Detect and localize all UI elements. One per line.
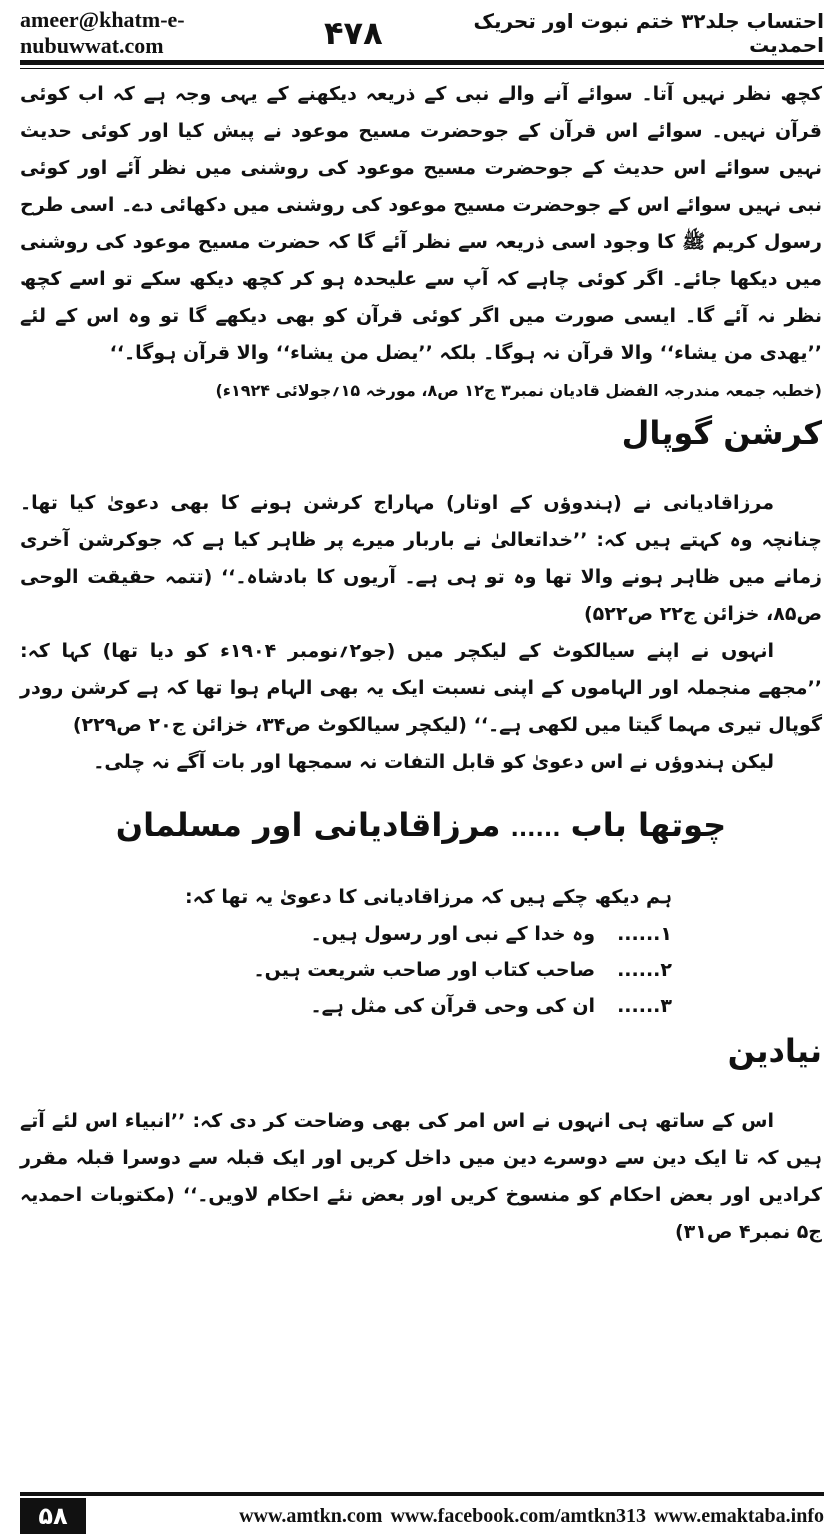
header-book-title: احتساب جلد۳۲ ختم نبوت اور تحریک احمدیت: [473, 9, 824, 57]
footer-link-amtkn[interactable]: www.amtkn.com: [239, 1504, 383, 1527]
footer-links: [100, 1498, 824, 1534]
header-page-number: ۴۷۸: [324, 14, 383, 52]
chapter-title-dots: ......: [510, 816, 561, 842]
footer-link-facebook[interactable]: www.facebook.com/amtkn313: [390, 1504, 646, 1527]
list-item-number: ۱......: [617, 922, 672, 945]
chapter-title: [20, 797, 822, 858]
list-item: [20, 988, 672, 1024]
section-heading-krishan-gopal: کرشن گوپال: [621, 414, 822, 452]
section-heading-naya-deen: نیادین: [727, 1031, 822, 1070]
list-item-number: ۲......: [617, 958, 672, 981]
paragraph-5: اس کے ساتھ ہی انہوں نے اس امر کی بھی وضاحت کر دی کہ: ’’انبیاء اس لئے آتے ہیں کہ تا ایک دین سے دوسرے دین میں داخل کریں اور ایک قبلہ سے دوسرا قبلہ مقرر کرادیں اور بعض احکام کو منسوخ کریں اور بعض نئے احکام لاویں۔‘‘ (مکتوبات احمدیہ ج۵ نمبر۴ ص۳۱): [20, 1109, 822, 1243]
list-item-text: وہ خدا کے نبی اور رسول ہیں۔: [310, 922, 596, 945]
list-item-text: صاحب کتاب اور صاحب شریعت ہیں۔: [253, 958, 596, 981]
chapter-title-left: چوتھا باب: [570, 805, 727, 844]
list-item-number: ۳......: [617, 994, 672, 1017]
footer-link-emaktaba[interactable]: www.emaktaba.info: [653, 1504, 824, 1527]
citation-1: (خطبہ جمعہ مندرجہ الفضل قادیان نمبر۳ ج۱۲ ص۸، مورخہ ۱۵؍جولائی ۱۹۲۴ء): [215, 381, 822, 400]
paragraph-1: کچھ نظر نہیں آتا۔ سوائے آنے والے نبی کے ذریعہ دیکھنے کے یہی وجہ ہے کہ اب کوئی قرآن نہیں۔ سوائے اس قرآن کے جوحضرت مسیح موعود نے پیش کیا اور کوئی حدیث نہیں سوائے اس حدیث کے جوحضرت مسیح موعود کی روشنی میں نظر آئے اور کوئی نبی نہیں سوائے اس کے جوحضرت مسیح موعود کی روشنی میں دکھائی دے۔ اسی طرح رسول کریم ﷺ کا وجود اسی ذریعہ سے نظر آئے گا کہ حضرت مسیح موعود کی روشنی میں دیکھا جائے۔ اگر کوئی چاہے کہ آپ سے علیحدہ ہو کر کچھ دیکھ سکے تو اسے کچھ نظر نہ آئے گا۔ ایسی صورت میں اگر کوئی قرآن کو بھی دیکھے گا تو وہ اس کے لئے ’’یھدی من یشاء‘‘ والا قرآن نہ ہوگا۔ بلکہ ’’یضل من یشاء‘‘ والا قرآن ہوگا۔‘‘: [20, 83, 822, 364]
header-rule-thin: [20, 68, 824, 69]
chapter-title-right: مرزاقادیانی اور مسلمان: [115, 805, 501, 844]
page-header: [20, 7, 824, 58]
paragraph-2: مرزاقادیانی نے (ہندوؤں کے اوتار) مہاراج کرشن ہونے کا بھی دعویٰ کیا تھا۔ چنانچہ وہ کہتے ہیں کہ: ’’خداتعالیٰ نے باربار میرے پر ظاہر کیا ہے کہ جوکرشن آخری زمانے میں ظاہر ہونے والا تھا وہ تو ہی ہے۔ آریوں کا بادشاہ۔‘‘ (تتمہ حقیقت الوحی ص۸۵، خزائن ج۲۲ ص۵۲۲): [20, 491, 822, 625]
page-body: [20, 76, 822, 1476]
claims-intro: ہم دیکھ چکے ہیں کہ مرزاقادیانی کا دعویٰ یہ تھا کہ:: [185, 885, 672, 908]
footer-page-number: ۵۸: [20, 1498, 86, 1534]
footer-rule: [20, 1492, 824, 1496]
list-item-text: ان کی وحی قرآن کی مثل ہے۔: [310, 994, 596, 1017]
claims-list: [20, 916, 822, 1024]
page-footer: [0, 1484, 840, 1540]
header-right: [324, 9, 824, 57]
paragraph-4: لیکن ہندوؤں نے اس دعویٰ کو قابل التفات نہ سمجھا اور بات آگے نہ چلی۔: [93, 750, 774, 773]
list-item: [20, 952, 672, 988]
list-item: [20, 916, 672, 952]
header-rule-thick: [20, 60, 824, 65]
paragraph-3: انہوں نے اپنے سیالکوٹ کے لیکچر میں (جو۲؍نومبر ۱۹۰۴ء کو دیا تھا) کہا کہ: ’’مجھے منجملہ اور الہاموں کے اپنی نسبت ایک یہ بھی الہام ہوا تھا کہ ہے کرشن رودر گوپال تیری مہما گیتا میں لکھی ہے۔‘‘ (لیکچر سیالکوٹ ص۳۴، خزائن ج۲۰ ص۲۲۹): [20, 639, 822, 736]
header-email[interactable]: ameer@khatm-e-nubuwwat.com: [20, 7, 185, 58]
